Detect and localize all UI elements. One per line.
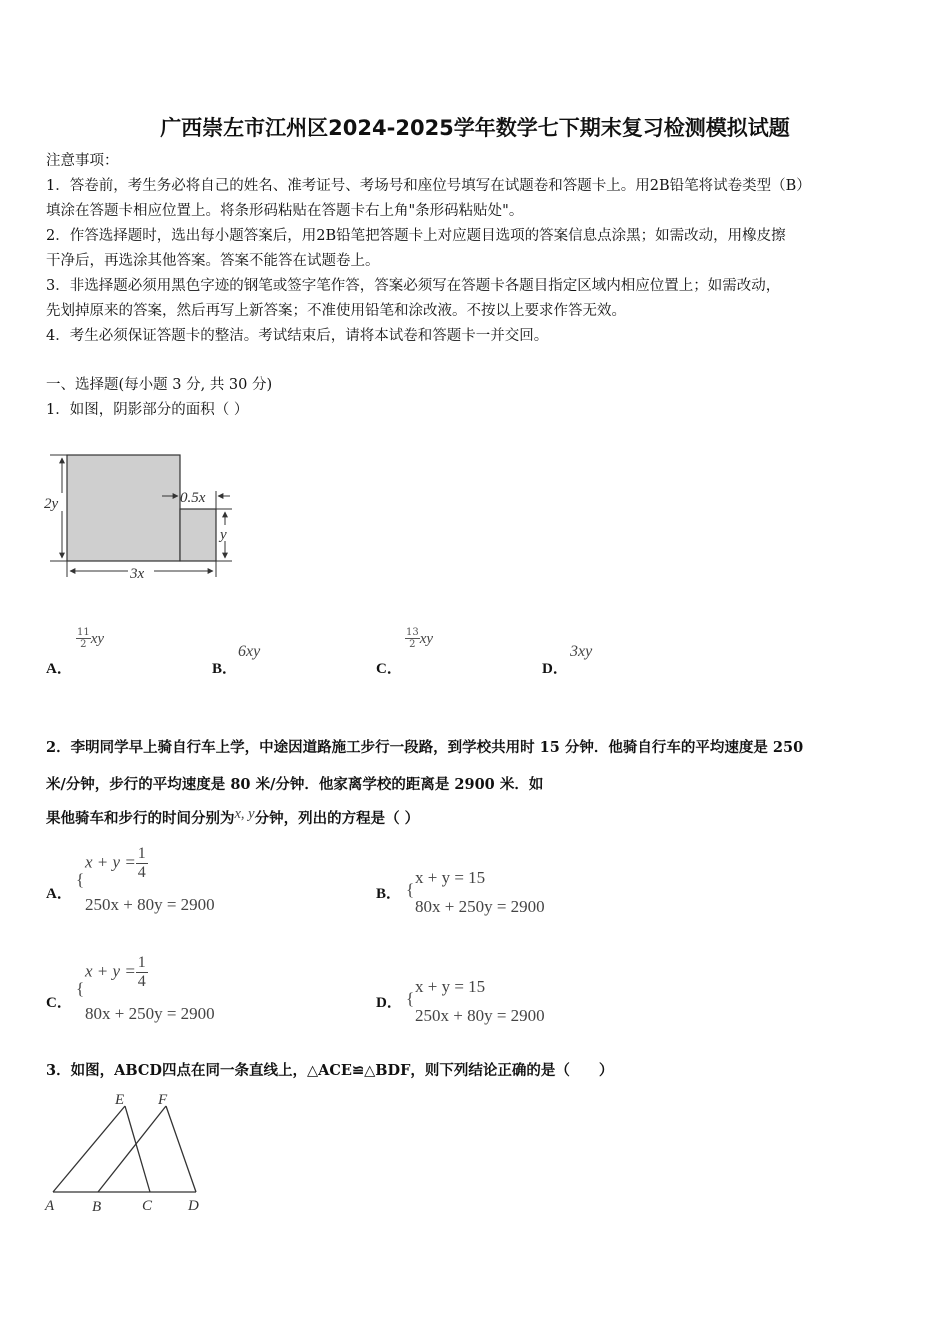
q2-option-a-brace: { bbox=[76, 870, 85, 889]
q1-large-rectangle bbox=[67, 455, 180, 561]
q2-option-c-label[interactable]: C． bbox=[46, 995, 72, 1011]
q2-option-c-eq2: 80x + 250y = 2900 bbox=[85, 1004, 215, 1023]
q2-option-a-eq1: x + y = $\frac{1}{4}$ bbox=[85, 845, 146, 881]
q3-segment-ae bbox=[53, 1106, 125, 1192]
q3-segment-bf bbox=[98, 1106, 166, 1192]
q3-segment-ec bbox=[125, 1106, 150, 1192]
q2-option-c-eq1: x + y = $\frac{1}{4}$ bbox=[85, 954, 146, 990]
notice-line: 填涂在答题卡相应位置上。将条形码粘贴在答题卡右上角"条形码粘贴处"。 bbox=[46, 203, 524, 219]
question-2-line3: 果他骑车和步行的时间分别为x, y分钟，列出的方程是（ ） bbox=[46, 806, 420, 827]
q1-option-a-label[interactable]: A． bbox=[46, 661, 72, 677]
question-2-line2: 米/分钟，步行的平均速度是 80 米/分钟．他家离学校的距离是 2900 米．如 bbox=[46, 776, 544, 793]
q2-option-c-brace: { bbox=[76, 979, 85, 998]
q2-option-d-eq2: 250x + 80y = 2900 bbox=[415, 1006, 545, 1025]
q1-option-c-value: $\frac{13}{2}$ xy bbox=[406, 627, 434, 650]
q1-label-bottom: 3x bbox=[130, 566, 145, 582]
q3-figure bbox=[40, 1088, 220, 1218]
q1-label-left: 2y bbox=[44, 496, 59, 512]
notice-heading: 注意事项： bbox=[46, 153, 119, 169]
q2-option-d-eq1: x + y = 15 bbox=[415, 977, 486, 996]
q3-segment-fd bbox=[166, 1106, 196, 1192]
section-heading: 一、选择题(每小题 3 分, 共 30 分) bbox=[46, 377, 273, 393]
q1-option-d-value: 3xy bbox=[570, 643, 593, 660]
q3-point-c: C bbox=[142, 1198, 153, 1214]
q1-option-d-label[interactable]: D． bbox=[542, 661, 568, 677]
q1-option-b-value: 6xy bbox=[238, 643, 261, 660]
q1-figure bbox=[40, 445, 240, 585]
notice-line: 干净后，再选涂其他答案。答案不能答在试题卷上。 bbox=[46, 253, 380, 269]
q3-point-a: A bbox=[45, 1198, 55, 1214]
q1-label-top-right: 0.5x bbox=[180, 490, 206, 506]
q2-option-a-eq2: 250x + 80y = 2900 bbox=[85, 895, 215, 914]
question-3-stem: 3．如图，ABCD四点在同一条直线上，△ACE≌△BDF，则下列结论正确的是（ ） bbox=[46, 1062, 614, 1079]
q1-option-c-label[interactable]: C． bbox=[376, 661, 402, 677]
q2-option-b-brace: { bbox=[406, 880, 415, 899]
q2-option-b-eq2: 80x + 250y = 2900 bbox=[415, 897, 545, 916]
q2-option-a-label[interactable]: A． bbox=[46, 886, 72, 902]
q2-option-b-label[interactable]: B． bbox=[376, 886, 402, 902]
q2-option-d-brace: { bbox=[406, 989, 415, 1008]
notice-line: 先划掉原来的答案，然后再写上新答案；不准使用铅笔和涂改液。不按以上要求作答无效。 bbox=[46, 303, 626, 319]
q2-option-b-eq1: x + y = 15 bbox=[415, 868, 486, 887]
q3-point-b: B bbox=[92, 1199, 102, 1215]
question-2-line1: 2．李明同学早上骑自行车上学，中途因道路施工步行一段路，到学校共用时 15 分钟．他骑自行车的平均速度是 250 bbox=[46, 739, 804, 756]
q3-point-f: F bbox=[158, 1092, 168, 1108]
notice-line: 4．考生必须保证答题卡的整洁。考试结束后，请将本试卷和答题卡一并交回。 bbox=[46, 328, 549, 344]
q1-option-a-value: $\frac{11}{2}$ xy bbox=[77, 627, 105, 650]
question-1-stem: 1．如图，阴影部分的面积（ ） bbox=[46, 402, 249, 418]
notice-line: 1．答卷前，考生务必将自己的姓名、准考证号、考场号和座位号填写在试题卷和答题卡上。用2B铅笔将试卷类型（B） bbox=[46, 178, 811, 194]
q3-point-e: E bbox=[115, 1092, 125, 1108]
q1-label-right: y bbox=[220, 527, 227, 543]
q1-small-rectangle bbox=[180, 509, 216, 561]
q3-point-d: D bbox=[188, 1198, 199, 1214]
page-title: 广西崇左市江州区2024-2025学年数学七下期末复习检测模拟试题 bbox=[160, 116, 790, 140]
q2-option-d-label[interactable]: D． bbox=[376, 995, 402, 1011]
q1-option-b-label[interactable]: B． bbox=[212, 661, 238, 677]
notice-line: 3．非选择题必须用黑色字迹的钢笔或签字笔作答，答案必须写在答题卡各题目指定区域内相应位置上；如需改动， bbox=[46, 278, 781, 294]
notice-line: 2．作答选择题时，选出每小题答案后，用2B铅笔把答题卡上对应题目选项的答案信息点涂黑；如需改动，用橡皮擦 bbox=[46, 228, 786, 244]
